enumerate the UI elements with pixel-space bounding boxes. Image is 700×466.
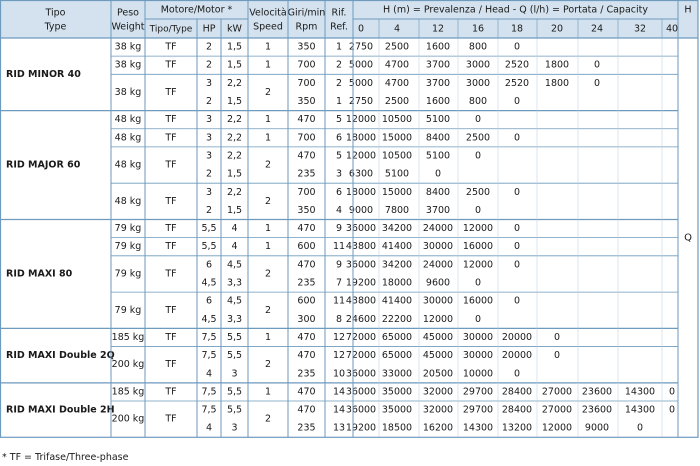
h-value-cell: 5000 [348, 59, 374, 71]
hp-cell: 7,5 [201, 386, 217, 398]
header-ref: Ref. [330, 21, 348, 33]
h-value-cell: 0 [513, 223, 521, 235]
weight-cell: 79 kg [114, 223, 142, 235]
hp-cell: 7,5 [201, 350, 217, 362]
h-value-cell: 12000 [422, 313, 454, 325]
kw-cell: 4 [231, 223, 238, 235]
kw-cell: 4 [231, 241, 238, 253]
header-velocita: Velocità [249, 7, 287, 19]
h-value-cell: 10000 [462, 368, 494, 380]
h-value-cell: 3000 [465, 59, 491, 71]
kw-cell: 2,2 [226, 186, 243, 198]
h-value-cell: 12000 [462, 259, 494, 271]
header-rif: Rif. [331, 7, 347, 19]
h-value-cell: 36000 [345, 368, 377, 380]
hp-cell: 6 [205, 295, 213, 307]
h-value-cell: 18000 [345, 132, 377, 144]
h-value-cell: 20000 [501, 350, 533, 362]
h-value-cell: 41400 [381, 295, 413, 307]
rpm-cell: 350 [297, 41, 316, 53]
h-value-cell: 34200 [381, 223, 413, 235]
group-name: RID MINOR 40 [6, 68, 81, 80]
h-value-cell: 0 [434, 168, 442, 180]
motor-type-cell: TF [165, 268, 177, 280]
kw-cell: 4,5 [226, 259, 243, 271]
h-value-cell: 0 [513, 295, 521, 307]
h-value-cell: 2520 [504, 77, 530, 89]
kw-cell: 1,5 [226, 41, 243, 53]
ref-cell: 12 [332, 331, 346, 343]
h-value-cell: 16000 [462, 241, 494, 253]
ref-cell: 14 [332, 386, 346, 398]
ref-cell: 6 [335, 186, 343, 198]
weight-cell: 185 kg [111, 386, 145, 398]
h-value-cell: 8400 [425, 186, 451, 198]
header-weight: Weight [111, 21, 145, 33]
h-value-cell: 0 [593, 77, 601, 89]
kw-cell: 5,5 [226, 386, 243, 398]
hp-cell: 4,5 [201, 277, 217, 289]
h-value-cell: 5100 [425, 114, 451, 126]
group-name: RID MAXI 80 [6, 268, 73, 280]
motor-type-cell: TF [165, 86, 177, 98]
rpm-cell: 235 [297, 422, 316, 434]
h-value-cell: 23600 [581, 386, 613, 398]
h-value-cell: 41400 [381, 241, 413, 253]
motor-type-cell: TF [165, 304, 177, 316]
h-value-cell: 16000 [462, 295, 494, 307]
motor-type-cell: TF [165, 413, 177, 425]
hp-cell: 3 [205, 77, 213, 89]
header-h-col: 32 [633, 23, 647, 35]
h-value-cell: 32000 [422, 386, 454, 398]
h-value-cell: 5100 [384, 168, 410, 180]
kw-cell: 3,3 [226, 277, 243, 289]
header-tipo: Tipo [45, 7, 66, 19]
h-value-cell: 8400 [425, 132, 451, 144]
kw-cell: 2,2 [226, 114, 243, 126]
hp-cell: 6 [205, 259, 213, 271]
ref-cell: 4 [335, 204, 343, 216]
h-value-cell: 0 [513, 259, 521, 271]
rpm-cell: 470 [297, 350, 316, 362]
kw-cell: 4,5 [226, 295, 243, 307]
h-value-cell: 800 [468, 41, 488, 53]
h-value-cell: 36000 [345, 386, 377, 398]
h-value-cell: 0 [474, 114, 482, 126]
header-h-col: 0 [357, 23, 365, 35]
h-value-cell: 2500 [465, 132, 491, 144]
h-value-cell: 2750 [348, 41, 374, 53]
h-value-cell: 12000 [541, 422, 573, 434]
h-value-cell: 9600 [425, 277, 451, 289]
h-value-cell: 3700 [425, 204, 451, 216]
header-h-col: 40 [665, 23, 679, 35]
h-value-cell: 800 [468, 96, 488, 108]
h-value-cell: 72000 [345, 331, 377, 343]
weight-cell: 200 kg [111, 359, 145, 371]
kw-cell: 1,5 [226, 96, 243, 108]
rpm-cell: 470 [297, 404, 316, 416]
weight-cell: 185 kg [111, 331, 145, 343]
motor-type-cell: TF [165, 359, 177, 371]
h-value-cell: 22200 [381, 313, 413, 325]
header-rpm: Rpm [295, 21, 318, 33]
hp-cell: 2 [205, 59, 213, 71]
h-value-cell: 24000 [422, 223, 454, 235]
h-value-cell: 0 [474, 150, 482, 162]
speed-cell: 1 [264, 223, 272, 235]
motor-type-cell: TF [165, 59, 177, 71]
h-value-cell: 35000 [381, 404, 413, 416]
h-value-cell: 0 [636, 422, 644, 434]
ref-cell: 11 [332, 241, 346, 253]
motor-type-cell: TF [165, 386, 177, 398]
weight-cell: 38 kg [114, 59, 142, 71]
rpm-cell: 700 [297, 186, 316, 198]
kw-cell: 3,3 [226, 313, 243, 325]
rpm-cell: 350 [297, 204, 316, 216]
group-name: RID MAXI Double 2H [6, 404, 115, 416]
rpm-cell: 470 [297, 331, 316, 343]
header-h-col: 12 [431, 23, 445, 35]
hp-cell: 3 [205, 132, 213, 144]
h-value-cell: 0 [513, 368, 521, 380]
speed-cell: 2 [264, 304, 272, 316]
header-h-col: 4 [393, 23, 401, 35]
weight-cell: 48 kg [114, 132, 142, 144]
h-value-cell: 12000 [345, 114, 377, 126]
h-value-cell: 0 [668, 404, 676, 416]
kw-cell: 1,5 [226, 204, 243, 216]
ref-cell: 5 [335, 114, 343, 126]
h-value-cell: 12000 [462, 223, 494, 235]
hp-cell: 7,5 [201, 331, 217, 343]
h-value-cell: 35000 [381, 386, 413, 398]
hp-cell: 2 [205, 168, 213, 180]
rpm-cell: 600 [297, 241, 316, 253]
h-value-cell: 20000 [501, 331, 533, 343]
h-value-cell: 0 [513, 186, 521, 198]
hp-cell: 4,5 [201, 313, 217, 325]
ref-cell: 11 [332, 295, 346, 307]
rpm-cell: 700 [297, 132, 316, 144]
speed-cell: 1 [264, 41, 272, 53]
h-value-cell: 10500 [381, 150, 413, 162]
hp-cell: 4 [205, 422, 213, 434]
rpm-cell: 470 [297, 150, 316, 162]
h-value-cell: 65000 [381, 350, 413, 362]
h-value-cell: 43800 [345, 295, 377, 307]
rpm-cell: 235 [297, 368, 316, 380]
hp-cell: 7,5 [201, 404, 217, 416]
hp-cell: 5,5 [201, 223, 217, 235]
motor-type-cell: TF [165, 195, 177, 207]
speed-cell: 2 [264, 413, 272, 425]
h-value-cell: 0 [513, 41, 521, 53]
hp-cell: 3 [205, 150, 213, 162]
h-value-cell: 0 [668, 386, 676, 398]
h-value-cell: 9000 [348, 204, 374, 216]
h-value-cell: 14300 [624, 404, 656, 416]
h-value-cell: 15000 [381, 132, 413, 144]
h-value-cell: 0 [513, 96, 521, 108]
h-value-cell: 18000 [345, 186, 377, 198]
hp-cell: 2 [205, 41, 213, 53]
h-value-cell: 27000 [541, 386, 573, 398]
header-h-title: H (m) = Prevalenza / Head - Q (l/h) = Portata / Capacity [383, 4, 648, 16]
h-value-cell: 36000 [345, 223, 377, 235]
kw-cell: 2,2 [226, 150, 243, 162]
header-h-col: 16 [471, 23, 485, 35]
rpm-cell: 300 [297, 313, 316, 325]
h-value-cell: 45000 [422, 350, 454, 362]
motor-type-cell: TF [165, 223, 177, 235]
header-motore: Motore/Motor * [160, 4, 233, 16]
weight-cell: 79 kg [114, 268, 142, 280]
speed-cell: 1 [264, 386, 272, 398]
ref-cell: 5 [335, 150, 343, 162]
h-value-cell: 27000 [541, 404, 573, 416]
kw-cell: 5,5 [226, 331, 243, 343]
kw-cell: 5,5 [226, 404, 243, 416]
h-value-cell: 24000 [422, 259, 454, 271]
h-value-cell: 30000 [462, 331, 494, 343]
weight-cell: 48 kg [114, 159, 142, 171]
header-speed: Speed [253, 21, 283, 33]
motor-type-cell: TF [165, 132, 177, 144]
h-value-cell: 15000 [381, 186, 413, 198]
ref-cell: 6 [335, 132, 343, 144]
weight-cell: 38 kg [114, 41, 142, 53]
h-value-cell: 1600 [425, 96, 451, 108]
h-value-cell: 9000 [584, 422, 610, 434]
h-value-cell: 0 [513, 241, 521, 253]
ref-cell: 2 [335, 59, 343, 71]
rpm-cell: 600 [297, 295, 316, 307]
header-peso: Peso [117, 7, 139, 19]
h-value-cell: 45000 [422, 331, 454, 343]
group-name: RID MAXI Double 2Q [6, 350, 115, 362]
hp-cell: 3 [205, 186, 213, 198]
ref-cell: 9 [335, 223, 343, 235]
h-value-cell: 0 [553, 331, 561, 343]
kw-cell: 1,5 [226, 59, 243, 71]
h-value-cell: 23600 [581, 404, 613, 416]
h-value-cell: 0 [553, 350, 561, 362]
header-h-col: 24 [590, 23, 604, 35]
header-tipo-type: Tipo/Type [149, 24, 193, 35]
ref-cell: 9 [335, 259, 343, 271]
h-value-cell: 1800 [544, 77, 570, 89]
group-name: RID MAJOR 60 [6, 159, 81, 171]
header-h-last: H [684, 4, 692, 16]
weight-cell: 79 kg [114, 304, 142, 316]
ref-cell: 2 [335, 77, 343, 89]
ref-cell: 1 [335, 41, 343, 53]
h-value-cell: 12000 [345, 150, 377, 162]
kw-cell: 2,2 [226, 132, 243, 144]
speed-cell: 1 [264, 132, 272, 144]
h-value-cell: 2500 [384, 96, 410, 108]
rpm-cell: 235 [297, 168, 316, 180]
motor-type-cell: TF [165, 41, 177, 53]
weight-cell: 48 kg [114, 114, 142, 126]
h-value-cell: 3700 [425, 59, 451, 71]
h-value-cell: 36000 [345, 404, 377, 416]
motor-type-cell: TF [165, 159, 177, 171]
q-label: Q [684, 232, 692, 244]
rpm-cell: 470 [297, 386, 316, 398]
hp-cell: 4 [205, 368, 213, 380]
kw-cell: 3 [231, 422, 238, 434]
h-value-cell: 2520 [504, 59, 530, 71]
h-value-cell: 13200 [501, 422, 533, 434]
h-value-cell: 19200 [345, 277, 377, 289]
h-value-cell: 43800 [345, 241, 377, 253]
h-value-cell: 19200 [345, 422, 377, 434]
motor-type-cell: TF [165, 114, 177, 126]
h-value-cell: 4700 [384, 77, 410, 89]
speed-cell: 2 [264, 159, 272, 171]
rpm-cell: 470 [297, 114, 316, 126]
h-value-cell: 5000 [348, 77, 374, 89]
header-type: Type [44, 21, 67, 33]
h-value-cell: 34200 [381, 259, 413, 271]
h-value-cell: 3700 [425, 77, 451, 89]
h-value-cell: 0 [593, 59, 601, 71]
speed-cell: 2 [264, 359, 272, 371]
h-value-cell: 18000 [381, 277, 413, 289]
rpm-cell: 470 [297, 259, 316, 271]
h-value-cell: 28400 [501, 404, 533, 416]
weight-cell: 200 kg [111, 413, 145, 425]
speed-cell: 2 [264, 268, 272, 280]
hp-cell: 2 [205, 204, 213, 216]
h-value-cell: 5100 [425, 150, 451, 162]
h-value-cell: 0 [474, 204, 482, 216]
ref-cell: 7 [335, 277, 343, 289]
h-value-cell: 29700 [462, 386, 494, 398]
speed-cell: 1 [264, 114, 272, 126]
kw-cell: 1,5 [226, 168, 243, 180]
rpm-cell: 700 [297, 77, 316, 89]
h-value-cell: 6300 [348, 168, 374, 180]
hp-cell: 3 [205, 114, 213, 126]
header-h-col: 20 [550, 23, 564, 35]
ref-cell: 8 [335, 313, 343, 325]
speed-cell: 1 [264, 331, 272, 343]
ref-cell: 13 [332, 422, 346, 434]
weight-cell: 79 kg [114, 241, 142, 253]
speed-cell: 2 [264, 195, 272, 207]
h-value-cell: 1800 [544, 59, 570, 71]
ref-cell: 1 [335, 96, 343, 108]
footnote: * TF = Trifase/Three-phase [2, 452, 129, 463]
weight-cell: 48 kg [114, 195, 142, 207]
header-h-col: 18 [510, 23, 524, 35]
h-value-cell: 2750 [348, 96, 374, 108]
ref-cell: 3 [335, 168, 343, 180]
weight-cell: 38 kg [114, 86, 142, 98]
kw-cell: 5,5 [226, 350, 243, 362]
h-value-cell: 10500 [381, 114, 413, 126]
h-value-cell: 24600 [345, 313, 377, 325]
h-value-cell: 3000 [465, 77, 491, 89]
h-value-cell: 14300 [462, 422, 494, 434]
rpm-cell: 700 [297, 59, 316, 71]
hp-cell: 2 [205, 96, 213, 108]
h-value-cell: 2500 [384, 41, 410, 53]
h-value-cell: 4700 [384, 59, 410, 71]
rpm-cell: 470 [297, 223, 316, 235]
h-value-cell: 1600 [425, 41, 451, 53]
h-value-cell: 29700 [462, 404, 494, 416]
h-value-cell: 36000 [345, 259, 377, 271]
header-giri: Giri/min [287, 7, 326, 19]
ref-cell: 14 [332, 404, 346, 416]
h-value-cell: 14300 [624, 386, 656, 398]
h-value-cell: 33000 [381, 368, 413, 380]
h-value-cell: 7800 [384, 204, 410, 216]
kw-cell: 3 [231, 368, 238, 380]
hp-cell: 5,5 [201, 241, 217, 253]
h-value-cell: 16200 [422, 422, 454, 434]
h-value-cell: 72000 [345, 350, 377, 362]
h-value-cell: 28400 [501, 386, 533, 398]
h-value-cell: 32000 [422, 404, 454, 416]
speed-cell: 1 [264, 241, 272, 253]
h-value-cell: 30000 [462, 350, 494, 362]
h-value-cell: 30000 [422, 295, 454, 307]
motor-type-cell: TF [165, 241, 177, 253]
header-kw: kW [227, 23, 242, 35]
rpm-cell: 350 [297, 96, 316, 108]
h-value-cell: 0 [474, 277, 482, 289]
rpm-cell: 235 [297, 277, 316, 289]
speed-cell: 1 [264, 59, 272, 71]
h-value-cell: 30000 [422, 241, 454, 253]
h-value-cell: 2500 [465, 186, 491, 198]
h-value-cell: 0 [474, 313, 482, 325]
h-value-cell: 65000 [381, 331, 413, 343]
speed-cell: 2 [264, 86, 272, 98]
kw-cell: 2,2 [226, 77, 243, 89]
h-value-cell: 18500 [381, 422, 413, 434]
motor-type-cell: TF [165, 331, 177, 343]
ref-cell: 10 [332, 368, 346, 380]
h-value-cell: 0 [513, 132, 521, 144]
ref-cell: 12 [332, 350, 346, 362]
h-value-cell: 20500 [422, 368, 454, 380]
header-hp: HP [202, 23, 216, 35]
